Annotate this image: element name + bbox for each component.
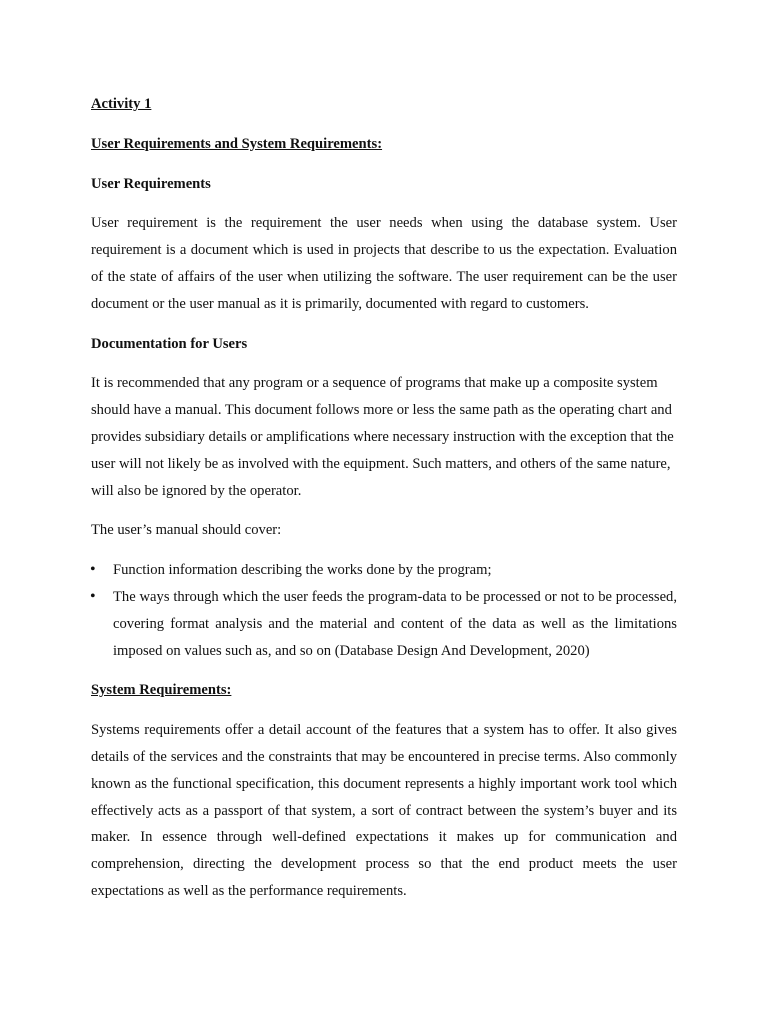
bullet-text: The ways through which the user feeds the program-data to be processed or not to be processed, covering format analysis and the material and content of the data as well as the limitations imposed on values such as, and so on (Database Design And Development, 2020): [113, 588, 677, 659]
list-item: [91, 584, 677, 664]
manual-bullet-list: [91, 557, 677, 664]
document-page: [91, 91, 677, 918]
user-requirements-paragraph: User requirement is the requirement the user needs when using the database system. User requirement is a document which is used in projects that describe to us the expectation. Evaluation of the state of affairs of the user when utilizing the software. The user requirement can be the user document or the user manual as it is primarily, documented with regard to customers.: [91, 215, 677, 312]
activity-title: Activity 1: [91, 96, 152, 112]
bullet-icon: •: [90, 561, 96, 579]
documentation-heading: Documentation for Users: [91, 335, 248, 352]
manual-intro: The user’s manual should cover:: [91, 522, 282, 539]
list-item: [91, 557, 677, 584]
bullet-icon: •: [90, 587, 96, 605]
section-title: User Requirements and System Requirements:: [91, 135, 383, 152]
system-requirements-heading: System Requirements:: [91, 682, 232, 699]
bullet-text: Function information describing the works done by the program;: [113, 562, 492, 579]
system-requirements-paragraph: Systems requirements offer a detail account of the features that a system has to offer. It also gives details of the services and the constraints that may be encountered in precise terms. Also commonly known as the functional specification, this document represents a highly important work tool which effectively acts as a passport of that system, a sort of contract between the system’s buyer and its maker. In essence through well-defined expectations it makes up for communication and comprehension, directing the development process so that the end product meets the user expectations as well as the performance requirements.: [91, 722, 677, 899]
user-requirements-heading: User Requirements: [91, 175, 211, 192]
documentation-paragraph: It is recommended that any program or a sequence of programs that make up a composite system should have a manual. This document follows more or less the same path as the operating chart and provides subsidiary details or amplifications where necessary instruction with the exception that the user will not likely be as involved with the equipment. Such matters, and others of the same nature, will also be ignored by the operator.: [91, 375, 674, 499]
